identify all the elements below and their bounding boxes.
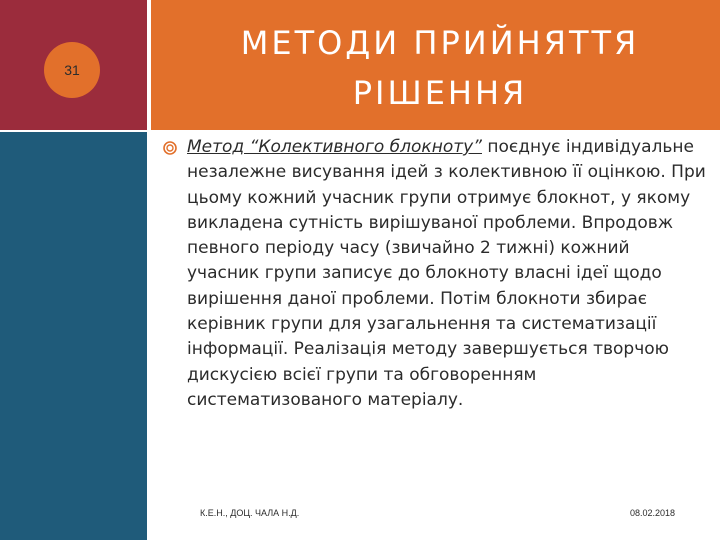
footer-date: 08.02.2018 (630, 508, 676, 518)
footer-author: К.Е.Н., ДОЦ. ЧАЛА Н.Д. (200, 508, 300, 518)
title-line-2: РІШЕННЯ (352, 74, 528, 112)
slide-number (44, 42, 100, 98)
slide-title (180, 18, 700, 118)
title-line-1: МЕТОДИ ПРИЙНЯТТЯ (240, 24, 640, 62)
horizontal-divider (0, 130, 720, 132)
vertical-divider (147, 0, 151, 540)
slide-number-text: 31 (64, 62, 80, 78)
body-paragraph (187, 135, 707, 413)
left-bottom-panel (0, 131, 147, 540)
bullet-ring-icon (162, 140, 178, 156)
method-description: поєднує індивідуальне незалежне висування ідей з колективною її оцінкою. При цьому кожний учасник групи отримує блокнот, у якому викладена сутність вирішуваної проблеми. Впродовж певного періоду часу (звичайно 2 тижні) кожний учасник групи записує до блокноту власні ідеї щодо вирішення даної проблеми. Потім блокноти збирає керівник групи для узагальнення та систематизації інформації. Реалізація методу завершується творчою дискусією всієї групи та обговоренням систематизованого матеріалу. (187, 137, 706, 410)
method-name: Метод “Колективного блокноту” (187, 137, 482, 157)
